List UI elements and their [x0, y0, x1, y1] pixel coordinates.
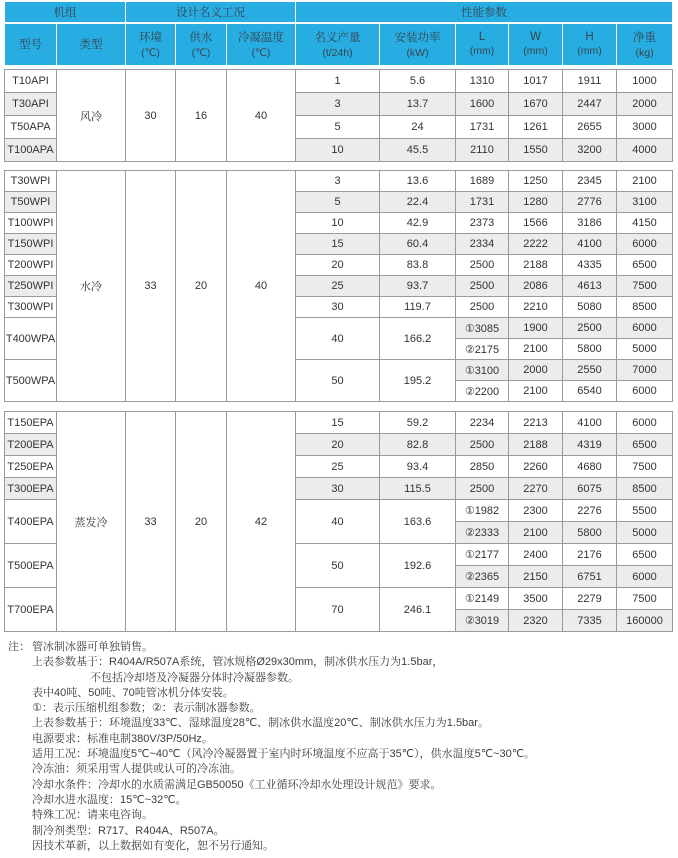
model-cell: T500EPA — [5, 544, 57, 588]
weight-cell: 6000 — [617, 381, 673, 402]
weight-cell: 2000 — [617, 93, 673, 116]
col-supply-water — [176, 23, 227, 66]
weight-cell: 5000 — [617, 339, 673, 360]
dim-w-cell: 2213 — [509, 412, 563, 434]
power-cell: 195.2 — [380, 360, 456, 402]
dim-w-cell: 2150 — [509, 566, 563, 588]
model-cell: T250EPA — [5, 456, 57, 478]
dim-h-cell: 5080 — [563, 297, 617, 318]
power-cell: 115.5 — [380, 478, 456, 500]
col-title: 安装功率 — [394, 32, 441, 45]
note-line: 上表参数基于：R404A/R507A系统，管冰规格Ø29x30mm，制冰供水压力为1.5bar， — [32, 656, 444, 669]
power-cell: 82.8 — [380, 434, 456, 456]
type-cell: 水冷 — [57, 171, 126, 402]
model-cell: T300WPI — [5, 297, 57, 318]
capacity-cell: 10 — [296, 139, 380, 162]
dim-l-cell: 1600 — [456, 93, 509, 116]
note-line: 表中40吨、50吨、70吨管冰机分体安装。 — [32, 686, 234, 699]
section-water-cooled — [4, 170, 673, 402]
weight-cell: 6000 — [617, 566, 673, 588]
weight-cell: 6500 — [617, 544, 673, 566]
dim-w-cell: 1900 — [509, 318, 563, 339]
power-cell: 119.7 — [380, 297, 456, 318]
col-unit: (kW) — [406, 47, 429, 60]
col-unit: (mm) — [577, 45, 602, 58]
spec-row — [5, 70, 673, 93]
note-line: 上表参数基于：环境温度33℃、湿球温度28℃、制冰供水温度20℃、制冰供水压力为1.5bar。 — [32, 717, 489, 730]
type-cell: 蒸发冷 — [57, 412, 126, 632]
section-air-cooled — [4, 69, 673, 162]
col-model — [5, 23, 57, 66]
dim-h-cell: 2550 — [563, 360, 617, 381]
weight-cell: 4000 — [617, 139, 673, 162]
weight-cell: 3100 — [617, 192, 673, 213]
col-unit: (℃) — [191, 47, 211, 60]
capacity-cell: 3 — [296, 93, 380, 116]
dim-w-cell: 1250 — [509, 171, 563, 192]
power-cell: 22.4 — [380, 192, 456, 213]
dim-l-cell: 2500 — [456, 297, 509, 318]
dim-w-cell: 1566 — [509, 213, 563, 234]
weight-cell: 7500 — [617, 276, 673, 297]
dim-h-cell: 1911 — [563, 70, 617, 93]
dim-l-cell: 2500 — [456, 478, 509, 500]
capacity-cell: 20 — [296, 255, 380, 276]
dim-w-cell: 2000 — [509, 360, 563, 381]
capacity-cell: 3 — [296, 171, 380, 192]
col-type — [57, 23, 126, 66]
note-line: 因技术革新，以上数据如有变化，恕不另行通知。 — [32, 839, 274, 852]
model-cell: T10API — [5, 70, 57, 93]
dim-w-cell: 1670 — [509, 93, 563, 116]
model-cell: T200WPI — [5, 255, 57, 276]
power-cell: 93.7 — [380, 276, 456, 297]
ambient-cell: 30 — [126, 70, 176, 162]
col-title: 类型 — [79, 39, 103, 52]
capacity-cell: 25 — [296, 456, 380, 478]
dim-h-cell: 6540 — [563, 381, 617, 402]
note-line: 冷却水进水温度：15℃~32℃。 — [32, 793, 187, 806]
col-title: W — [530, 31, 541, 44]
weight-cell: 2100 — [617, 171, 673, 192]
model-cell: T50WPI — [5, 192, 57, 213]
capacity-cell: 70 — [296, 588, 380, 632]
note-line: 特殊工况：请来电咨询。 — [32, 809, 153, 822]
dim-w-cell: 2222 — [509, 234, 563, 255]
model-cell: T30WPI — [5, 171, 57, 192]
cond-temp-cell: 42 — [227, 412, 296, 632]
dim-w-cell: 1550 — [509, 139, 563, 162]
cond-temp-cell: 40 — [227, 171, 296, 402]
dim-h-cell: 2276 — [563, 500, 617, 522]
supply-cell: 16 — [176, 70, 227, 162]
supply-cell: 20 — [176, 412, 227, 632]
capacity-cell: 25 — [296, 276, 380, 297]
dim-l-cell: ①2149 — [456, 588, 509, 610]
dim-h-cell: 6751 — [563, 566, 617, 588]
dim-h-cell: 2279 — [563, 588, 617, 610]
col-unit: (℃) — [251, 47, 271, 60]
col-title: 供水 — [189, 32, 213, 45]
dim-w-cell: 2086 — [509, 276, 563, 297]
model-cell: T50APA — [5, 116, 57, 139]
dim-w-cell: 2100 — [509, 339, 563, 360]
col-length — [456, 23, 509, 66]
weight-cell: 6000 — [617, 234, 673, 255]
dim-w-cell: 2320 — [509, 610, 563, 632]
model-cell: T300EPA — [5, 478, 57, 500]
power-cell: 13.6 — [380, 171, 456, 192]
dim-h-cell: 4100 — [563, 234, 617, 255]
dim-w-cell: 2210 — [509, 297, 563, 318]
weight-cell: 7500 — [617, 456, 673, 478]
col-net-weight — [617, 23, 673, 66]
dim-l-cell: 2500 — [456, 434, 509, 456]
power-cell: 93.4 — [380, 456, 456, 478]
weight-cell: 160000 — [617, 610, 673, 632]
power-cell: 42.9 — [380, 213, 456, 234]
dim-h-cell: 4613 — [563, 276, 617, 297]
dim-h-cell: 3186 — [563, 213, 617, 234]
weight-cell: 7000 — [617, 360, 673, 381]
capacity-cell: 20 — [296, 434, 380, 456]
model-cell: T150EPA — [5, 412, 57, 434]
weight-cell: 5500 — [617, 500, 673, 522]
model-cell: T250WPI — [5, 276, 57, 297]
power-cell: 166.2 — [380, 318, 456, 360]
dim-l-cell: 2373 — [456, 213, 509, 234]
note-line: 冷冻油：须采用雪人提供或认可的冷冻油。 — [32, 763, 241, 776]
power-cell: 45.5 — [380, 139, 456, 162]
capacity-cell: 5 — [296, 116, 380, 139]
dim-h-cell: 2345 — [563, 171, 617, 192]
col-title: 名义产量 — [314, 32, 361, 45]
model-cell: T150WPI — [5, 234, 57, 255]
col-unit: (kg) — [635, 47, 654, 60]
dim-w-cell: 2300 — [509, 500, 563, 522]
note-line: 电源要求：标准电制380V/3P/50Hz。 — [32, 732, 213, 745]
dim-w-cell: 2260 — [509, 456, 563, 478]
spec-row — [5, 412, 673, 434]
col-unit: (t/24h) — [322, 47, 353, 60]
capacity-cell: 50 — [296, 544, 380, 588]
power-cell: 60.4 — [380, 234, 456, 255]
capacity-cell: 40 — [296, 500, 380, 544]
col-condensing-temp — [227, 23, 296, 66]
dim-l-cell: ②2200 — [456, 381, 509, 402]
col-title: H — [585, 31, 594, 44]
capacity-cell: 30 — [296, 297, 380, 318]
col-title: L — [478, 31, 486, 44]
dim-l-cell: 2500 — [456, 276, 509, 297]
capacity-cell: 1 — [296, 70, 380, 93]
group-unit: 机组 — [5, 2, 126, 23]
weight-cell: 4150 — [617, 213, 673, 234]
col-title: 净重 — [633, 32, 657, 45]
dim-l-cell: 2334 — [456, 234, 509, 255]
power-cell: 83.8 — [380, 255, 456, 276]
dim-w-cell: 2188 — [509, 255, 563, 276]
cond-temp-cell: 40 — [227, 70, 296, 162]
dim-h-cell: 5800 — [563, 522, 617, 544]
dim-h-cell: 5800 — [563, 339, 617, 360]
col-installed-power — [380, 23, 456, 66]
col-width — [509, 23, 563, 66]
note-label: 注： — [8, 641, 30, 653]
dim-w-cell: 2270 — [509, 478, 563, 500]
dim-l-cell: 1689 — [456, 171, 509, 192]
note-line — [8, 640, 678, 655]
dim-l-cell: ②3019 — [456, 610, 509, 632]
capacity-cell: 40 — [296, 318, 380, 360]
power-cell: 192.6 — [380, 544, 456, 588]
dim-w-cell: 3500 — [509, 588, 563, 610]
ambient-cell: 33 — [126, 412, 176, 632]
weight-cell: 5000 — [617, 522, 673, 544]
col-unit: (mm) — [523, 45, 548, 58]
col-unit: (℃) — [141, 47, 160, 60]
model-cell: T100WPI — [5, 213, 57, 234]
weight-cell: 3000 — [617, 116, 673, 139]
weight-cell: 6500 — [617, 255, 673, 276]
dim-h-cell: 4335 — [563, 255, 617, 276]
capacity-cell: 15 — [296, 412, 380, 434]
weight-cell: 6000 — [617, 412, 673, 434]
col-ambient — [126, 23, 176, 66]
dim-l-cell: 2234 — [456, 412, 509, 434]
dim-w-cell: 2100 — [509, 381, 563, 402]
dim-l-cell: ②2333 — [456, 522, 509, 544]
weight-cell: 8500 — [617, 297, 673, 318]
capacity-cell: 10 — [296, 213, 380, 234]
capacity-cell: 50 — [296, 360, 380, 402]
note-line: 冷却水条件：冷却水的水质需满足GB50050《工业循环冷却水处理设计规范》要求。 — [32, 778, 442, 791]
model-cell: T400WPA — [5, 318, 57, 360]
col-title: 冷凝温度 — [238, 32, 284, 45]
power-cell: 163.6 — [380, 500, 456, 544]
header-group-row — [5, 2, 673, 23]
notes-block — [8, 640, 678, 854]
dim-l-cell: 1310 — [456, 70, 509, 93]
dim-l-cell: 2110 — [456, 139, 509, 162]
dim-h-cell: 2447 — [563, 93, 617, 116]
note-line: ①：表示压缩机组参数；②：表示制冰器参数。 — [32, 702, 261, 715]
model-cell: T100APA — [5, 139, 57, 162]
dim-w-cell: 2100 — [509, 522, 563, 544]
col-height — [563, 23, 617, 66]
weight-cell: 6000 — [617, 318, 673, 339]
power-cell: 59.2 — [380, 412, 456, 434]
power-cell: 246.1 — [380, 588, 456, 632]
col-unit: (mm) — [469, 45, 495, 58]
model-cell: T30API — [5, 93, 57, 116]
dim-l-cell: 1731 — [456, 192, 509, 213]
weight-cell: 8500 — [617, 478, 673, 500]
dim-l-cell: 1731 — [456, 116, 509, 139]
note-line: 适用工况：环境温度5℃~40℃（风冷冷凝器置于室内时环境温度不应高于35℃），供水温度5℃~30℃。 — [32, 748, 536, 761]
dim-h-cell: 4680 — [563, 456, 617, 478]
group-performance: 性能参数 — [296, 2, 673, 23]
type-cell: 风冷 — [57, 70, 126, 162]
dim-l-cell: ①3085 — [456, 318, 509, 339]
group-design-conditions: 设计名义工况 — [126, 2, 296, 23]
note-line: 制冷剂类型：R717、R404A、R507A。 — [32, 824, 225, 837]
dim-l-cell: ②2365 — [456, 566, 509, 588]
dim-w-cell: 1280 — [509, 192, 563, 213]
dim-h-cell: 7335 — [563, 610, 617, 632]
dim-h-cell: 4319 — [563, 434, 617, 456]
header-columns-row — [5, 23, 673, 66]
dim-h-cell: 6075 — [563, 478, 617, 500]
dim-h-cell: 2176 — [563, 544, 617, 566]
spec-table-header — [4, 1, 673, 66]
capacity-cell: 15 — [296, 234, 380, 255]
dim-w-cell: 1261 — [509, 116, 563, 139]
spec-row — [5, 171, 673, 192]
model-cell: T700EPA — [5, 588, 57, 632]
col-title: 环境 — [139, 32, 162, 45]
dim-l-cell: ②2175 — [456, 339, 509, 360]
supply-cell: 20 — [176, 171, 227, 402]
dim-w-cell: 1017 — [509, 70, 563, 93]
dim-w-cell: 2188 — [509, 434, 563, 456]
model-cell: T500WPA — [5, 360, 57, 402]
dim-l-cell: ①3100 — [456, 360, 509, 381]
dim-l-cell: 2500 — [456, 255, 509, 276]
ambient-cell: 33 — [126, 171, 176, 402]
weight-cell: 6500 — [617, 434, 673, 456]
section-evaporative-cooled — [4, 411, 673, 632]
weight-cell: 7500 — [617, 588, 673, 610]
dim-h-cell: 2776 — [563, 192, 617, 213]
weight-cell: 1000 — [617, 70, 673, 93]
dim-l-cell: ①2177 — [456, 544, 509, 566]
dim-h-cell: 4100 — [563, 412, 617, 434]
col-title: 型号 — [19, 39, 42, 52]
capacity-cell: 5 — [296, 192, 380, 213]
dim-h-cell: 3200 — [563, 139, 617, 162]
dim-h-cell: 2500 — [563, 318, 617, 339]
model-cell: T200EPA — [5, 434, 57, 456]
capacity-cell: 30 — [296, 478, 380, 500]
power-cell: 13.7 — [380, 93, 456, 116]
dim-w-cell: 2400 — [509, 544, 563, 566]
dim-h-cell: 2655 — [563, 116, 617, 139]
note-line: 不包括冷却塔及冷凝器分体时冷凝器参数。 — [90, 671, 299, 684]
power-cell: 5.6 — [380, 70, 456, 93]
dim-l-cell: 2850 — [456, 456, 509, 478]
note-text: 管冰制冰器可单独销售。 — [32, 641, 153, 653]
model-cell: T400EPA — [5, 500, 57, 544]
dim-l-cell: ①1982 — [456, 500, 509, 522]
col-nominal-capacity — [296, 23, 380, 66]
power-cell: 24 — [380, 116, 456, 139]
